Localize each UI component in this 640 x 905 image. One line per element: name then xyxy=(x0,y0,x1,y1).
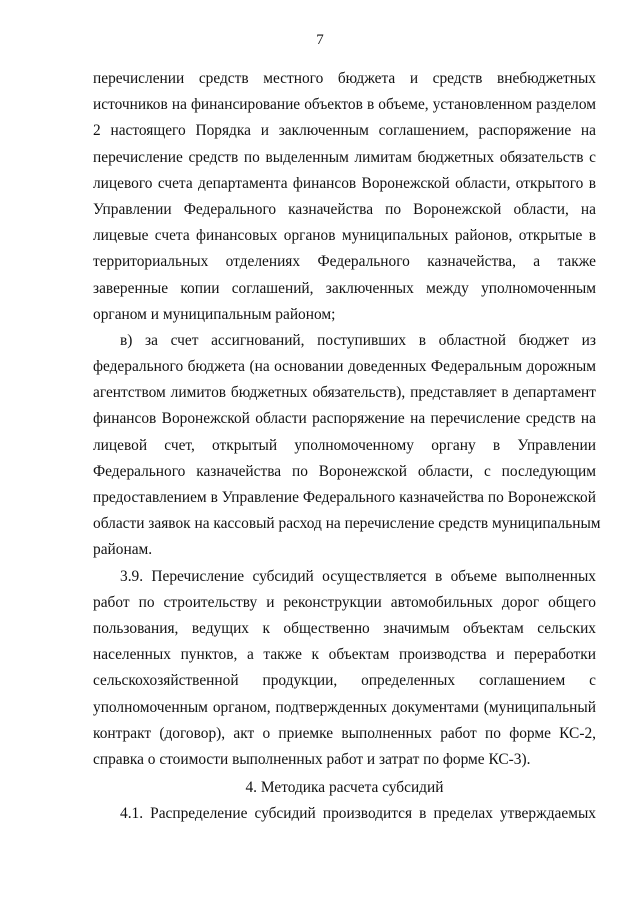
text-line: лицевого счета департамента финансов Воронежской области, открытого в xyxy=(93,174,596,192)
text-line: районам. xyxy=(93,541,153,559)
text-line: перечислении средств местного бюджета и средств внебюджетных xyxy=(93,70,596,87)
text-line: 2 настоящего Порядка и заключенным соглашением, распоряжение на xyxy=(93,122,596,140)
page-number: 7 xyxy=(316,32,324,48)
text-line: уполномоченным органом, подтвержденных документами (муниципальный xyxy=(93,698,596,716)
text-line: контракт (договор), акт о приемке выполненных работ по форме КС-2, xyxy=(93,724,596,742)
section-heading: 4. Методика расчета субсидий xyxy=(245,779,444,797)
text-line: предоставлением в Управление Федерального казначейства по Воронежской xyxy=(93,489,596,506)
text-line: заверенные копии соглашений, заключенных между уполномоченным xyxy=(93,279,596,297)
text-line: территориальных отделениях Федерального казначейства, а также xyxy=(93,253,596,271)
text-line: Управлении Федерального казначейства по Воронежской области, на xyxy=(93,200,596,218)
text-line: источников на финансирование объектов в объеме, установленном разделом xyxy=(93,96,596,114)
text-line: населенных пунктов, а также к объектам производства и переработки xyxy=(93,646,596,664)
text-line: агентством лимитов бюджетных обязательств), представляет в департамент xyxy=(93,384,596,402)
text-line: федерального бюджета (на основании доведенных Федеральным дорожным xyxy=(93,358,596,376)
text-line: справка о стоимости выполненных работ и затрат по форме КС-3). xyxy=(93,750,531,768)
text-line: финансов Воронежской области распоряжение на перечисление средств на xyxy=(93,410,596,428)
text-line: Федерального казначейства по Воронежской области, с последующим xyxy=(93,462,596,480)
text-line: перечисление средств по выделенным лимитам бюджетных обязательств с xyxy=(93,148,596,166)
text-line: лицевые счета финансовых органов муниципальных районов, открытые в xyxy=(93,227,596,245)
text-line: органом и муниципальным районом; xyxy=(93,305,336,323)
text-line: работ по строительству и реконструкции автомобильных дорог общего xyxy=(93,593,596,611)
text-line: 3.9. Перечисление субсидий осуществляется в объеме выполненных xyxy=(120,567,596,585)
text-line: лицевой счет, открытый уполномоченному органу в Управлении xyxy=(93,436,596,454)
text-line: пользования, ведущих к общественно значимым объектам сельских xyxy=(93,619,596,637)
text-line: 4.1. Распределение субсидий производится в пределах утверждаемых xyxy=(120,805,596,823)
text-line: области заявок на кассовый расход на перечисление средств муниципальным xyxy=(93,515,601,533)
text-line: в) за счет ассигнований, поступивших в областной бюджет из xyxy=(120,331,596,349)
document-body xyxy=(93,66,601,827)
text-line: сельскохозяйственной продукции, определенных соглашением с xyxy=(93,672,596,690)
